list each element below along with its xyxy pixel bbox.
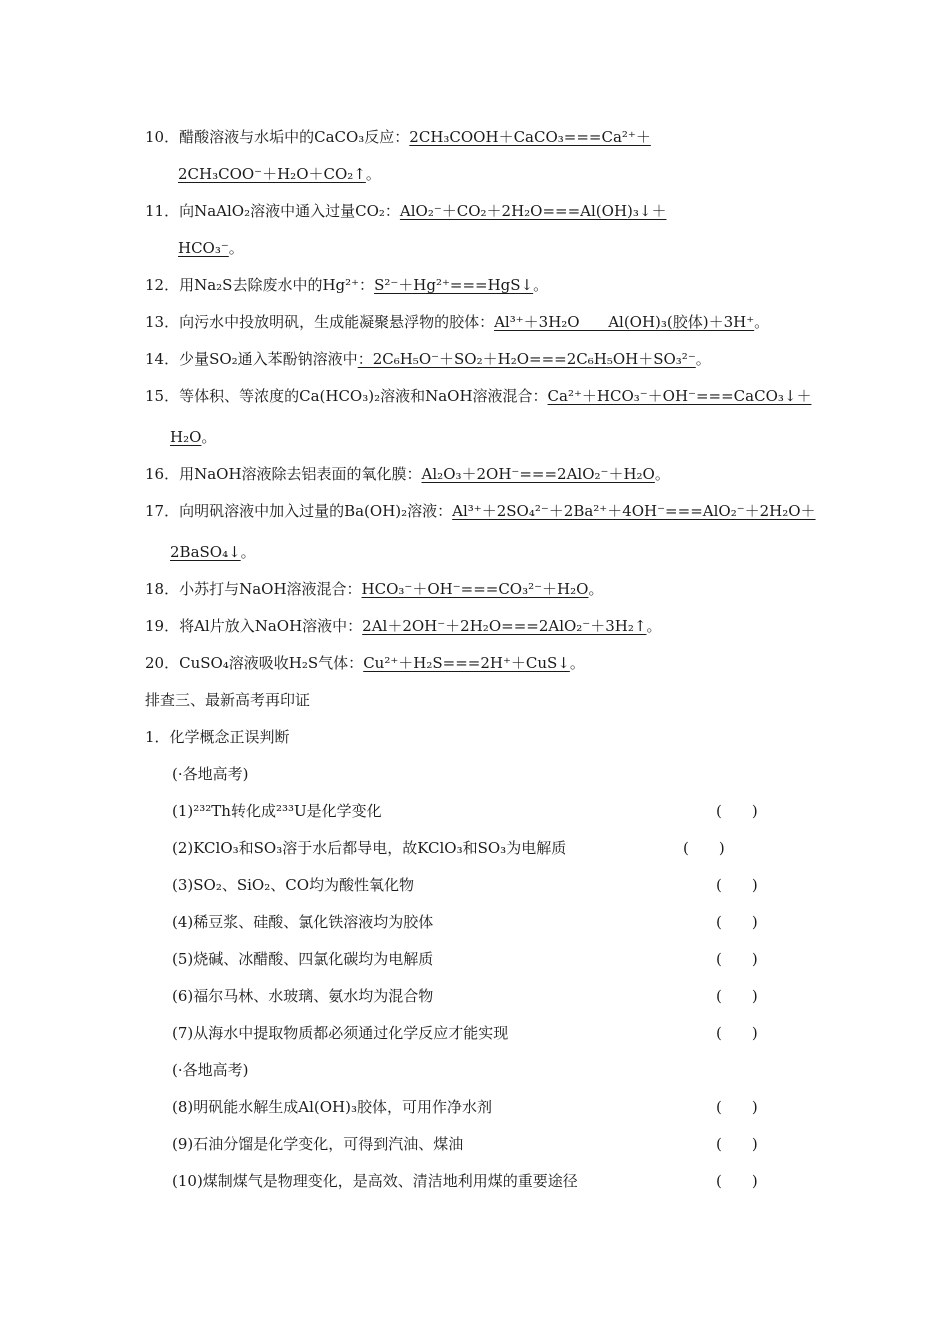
period: 。 bbox=[201, 428, 217, 446]
equation-16 bbox=[145, 464, 670, 484]
answer-text: H₂O bbox=[170, 428, 202, 446]
answer-text: HCO₃⁻＋OH⁻===CO₃²⁻＋H₂O bbox=[361, 580, 589, 598]
period: 。 bbox=[569, 654, 585, 672]
answer-text: S²⁻＋Hg²⁺===HgS↓ bbox=[374, 276, 534, 294]
answer-text: Cu²⁺＋H₂S===2H⁺＋CuS↓ bbox=[363, 654, 570, 672]
judgment-item-2: (2)KClO₃和SO₃溶于水后都导电，故KClO₃和SO₃为电解质 bbox=[172, 839, 567, 857]
judgment-item-3: (3)SO₂、SiO₂、CO均为酸性氧化物 bbox=[172, 876, 414, 894]
answer-blank[interactable]: ( ) bbox=[716, 987, 758, 1005]
question-text: 10．醋酸溶液与水垢中的CaCO₃反应： bbox=[145, 128, 410, 146]
question-text: 13．向污水中投放明矾，生成能凝聚悬浮物的胶体： bbox=[145, 313, 495, 331]
answer-text: AlO₂⁻＋CO₂＋2H₂O===Al(OH)₃↓＋ bbox=[399, 202, 667, 220]
answer-text: 2CH₃COOH＋CaCO₃===Ca²⁺＋ bbox=[409, 128, 651, 146]
equation-17-cont bbox=[170, 542, 256, 562]
answer-blank[interactable]: ( ) bbox=[716, 950, 758, 968]
period: 。 bbox=[240, 543, 256, 561]
period: 。 bbox=[646, 617, 662, 635]
answer-text: Ca²⁺＋HCO₃⁻＋OH⁻===CaCO₃↓＋ bbox=[547, 387, 812, 405]
equation-18 bbox=[145, 579, 603, 599]
question-text: 14．少量SO₂通入苯酚钠溶液中 bbox=[145, 350, 358, 368]
question-1-title: 1．化学概念正误判断 bbox=[145, 728, 290, 746]
answer-blank[interactable]: ( ) bbox=[716, 802, 758, 820]
answer-blank[interactable]: ( ) bbox=[716, 1135, 758, 1153]
question-text: 12．用Na₂S去除废水中的Hg²⁺： bbox=[145, 276, 375, 294]
period: 。 bbox=[588, 580, 604, 598]
answer-text: Al₂O₃＋2OH⁻===2AlO₂⁻＋H₂O bbox=[421, 465, 655, 483]
question-text: 16．用NaOH溶液除去铝表面的氧化膜： bbox=[145, 465, 422, 483]
source-note: (·各地高考) bbox=[172, 765, 249, 783]
answer-text: Al³⁺＋3H₂O Al(OH)₃(胶体)＋3H⁺ bbox=[494, 313, 755, 331]
equation-10-cont bbox=[178, 164, 381, 184]
question-text: 20．CuSO₄溶液吸收H₂S气体： bbox=[145, 654, 364, 672]
equation-15 bbox=[145, 386, 811, 406]
source-note: (·各地高考) bbox=[172, 1061, 249, 1079]
equation-12 bbox=[145, 275, 548, 295]
judgment-item-5: (5)烧碱、冰醋酸、四氯化碳均为电解质 bbox=[172, 950, 434, 968]
section-title: 排查三、最新高考再印证 bbox=[145, 691, 311, 709]
question-text: 18．小苏打与NaOH溶液混合： bbox=[145, 580, 362, 598]
answer-blank[interactable]: ( ) bbox=[716, 913, 758, 931]
answer-text: 2Al＋2OH⁻＋2H₂O===2AlO₂⁻＋3H₂↑ bbox=[362, 617, 647, 635]
answer-text: Al³⁺＋2SO₄²⁻＋2Ba²⁺＋4OH⁻===AlO₂⁻＋2H₂O＋ bbox=[452, 502, 816, 520]
question-text: 17．向明矾溶液中加入过量的Ba(OH)₂溶液： bbox=[145, 502, 453, 520]
question-text: 15．等体积、等浓度的Ca(HCO₃)₂溶液和NaOH溶液混合： bbox=[145, 387, 548, 405]
answer-blank[interactable]: ( ) bbox=[716, 1098, 758, 1116]
period: 。 bbox=[228, 239, 244, 257]
equation-10 bbox=[145, 127, 651, 147]
judgment-item-8: (8)明矾能水解生成Al(OH)₃胶体，可用作净水剂 bbox=[172, 1098, 492, 1116]
equation-11-cont bbox=[178, 238, 244, 258]
answer-blank[interactable]: ( ) bbox=[683, 839, 725, 857]
answer-text: HCO₃⁻ bbox=[178, 239, 229, 257]
judgment-item-9: (9)石油分馏是化学变化，可得到汽油、煤油 bbox=[172, 1135, 464, 1153]
judgment-item-7: (7)从海水中提取物质都必须通过化学反应才能实现 bbox=[172, 1024, 509, 1042]
equation-19 bbox=[145, 616, 661, 636]
equation-20 bbox=[145, 653, 585, 673]
equation-11 bbox=[145, 201, 666, 221]
period: 。 bbox=[365, 165, 381, 183]
answer-blank[interactable]: ( ) bbox=[716, 876, 758, 894]
judgment-item-1: (1)²³²Th转化成²³³U是化学变化 bbox=[172, 802, 382, 820]
answer-blank[interactable]: ( ) bbox=[716, 1024, 758, 1042]
judgment-item-4: (4)稀豆浆、硅酸、氯化铁溶液均为胶体 bbox=[172, 913, 434, 931]
equation-13 bbox=[145, 312, 769, 332]
question-text: 11．向NaAlO₂溶液中通入过量CO₂： bbox=[145, 202, 400, 220]
equation-15-cont bbox=[170, 427, 216, 447]
answer-blank[interactable]: ( ) bbox=[716, 1172, 758, 1190]
period: 。 bbox=[695, 350, 711, 368]
period: 。 bbox=[533, 276, 549, 294]
answer-text: 2CH₃COO⁻＋H₂O＋CO₂↑ bbox=[178, 165, 366, 183]
period: 。 bbox=[654, 465, 670, 483]
answer-text: ：2C₆H₅O⁻＋SO₂＋H₂O===2C₆H₅OH＋SO₃²⁻ bbox=[357, 350, 696, 368]
judgment-item-6: (6)福尔马林、水玻璃、氨水均为混合物 bbox=[172, 987, 434, 1005]
question-text: 19．将Al片放入NaOH溶液中： bbox=[145, 617, 363, 635]
answer-text: 2BaSO₄↓ bbox=[170, 543, 241, 561]
equation-17 bbox=[145, 501, 816, 521]
equation-14 bbox=[145, 349, 711, 369]
judgment-item-10: (10)煤制煤气是物理变化，是高效、清洁地利用煤的重要途径 bbox=[172, 1172, 578, 1190]
period: 。 bbox=[754, 313, 770, 331]
